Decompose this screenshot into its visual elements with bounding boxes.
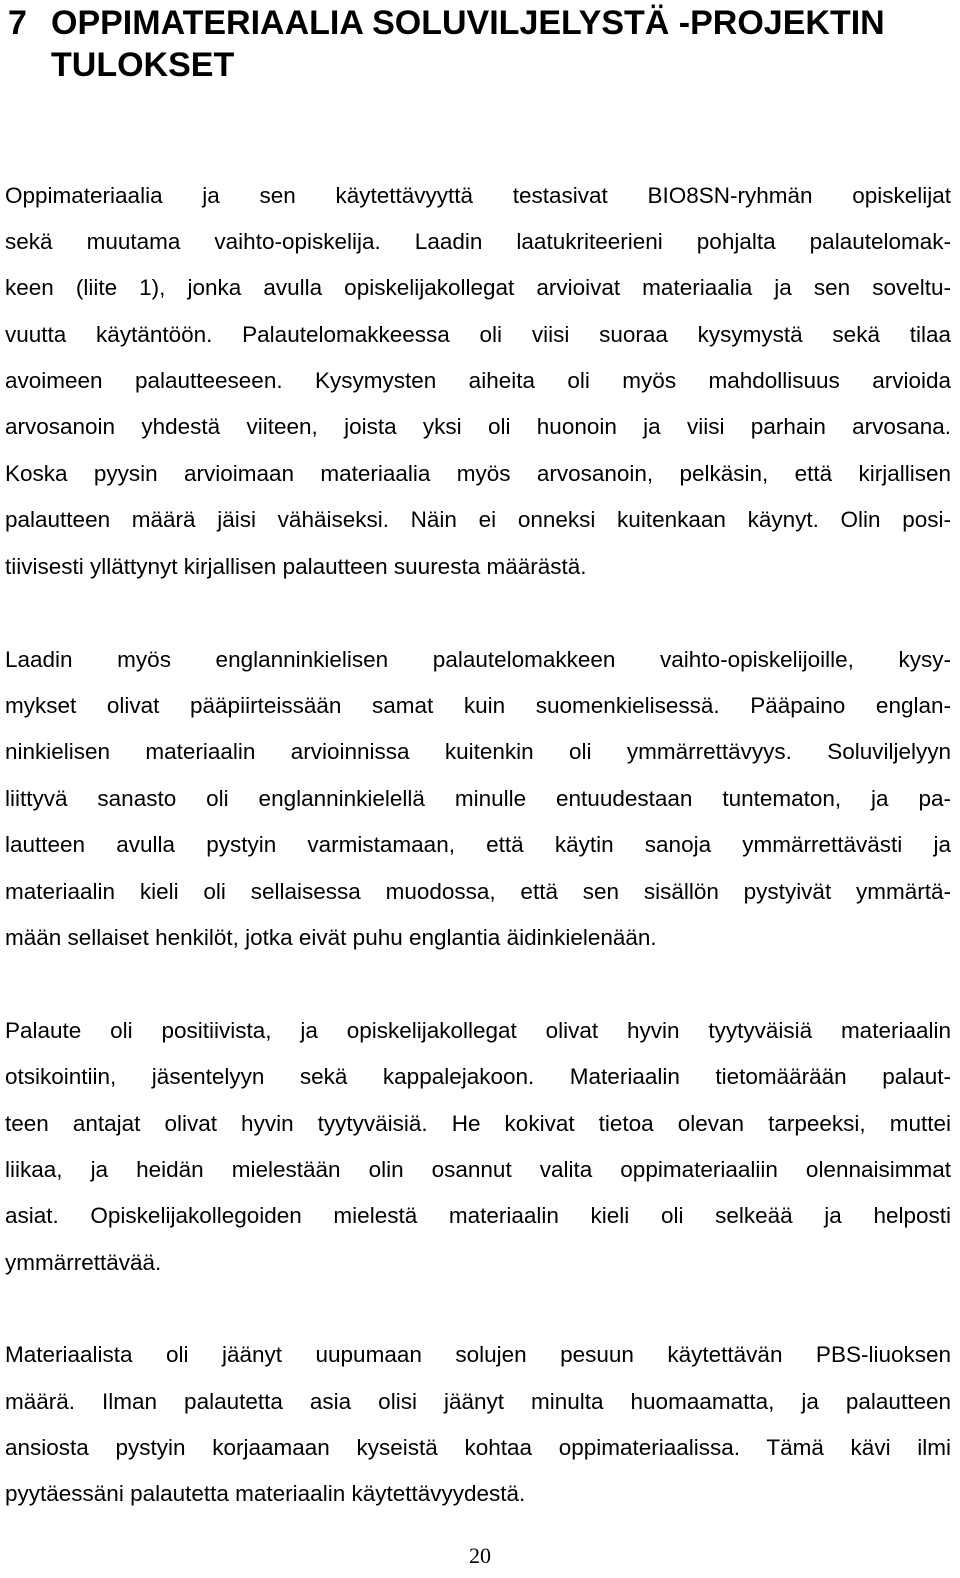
paragraph-line: vuutta käytäntöön. Palautelomakkeessa oli viisi suoraa kysymystä sekä tilaa (5, 322, 951, 347)
chapter-title: OPPIMATERIAALIA SOLUVILJELYSTÄ -PROJEKTIN TULOKSET (51, 4, 885, 84)
paragraph-line: keen (liite 1), jonka avulla opiskelijakollegat arvioivat materiaalia ja sen soveltu- (5, 275, 951, 300)
paragraph-line: ansiosta pystyin korjaamaan kyseistä kohtaa oppimateriaalissa. Tämä kävi ilmi (5, 1435, 951, 1460)
paragraph-line: liittyvä sanasto oli englanninkielellä minulle entuudestaan tuntematon, ja pa- (5, 786, 951, 811)
chapter-heading (8, 2, 948, 86)
paragraph-line: Laadin myös englanninkielisen palautelomakkeen vaihto-opiskelijoille, kysy- (5, 647, 951, 672)
paragraph-line: mykset olivat pääpiirteissään samat kuin suomenkielisessä. Pääpaino englan- (5, 693, 951, 718)
paragraph-line: Oppimateriaalia ja sen käytettävyyttä testasivat BIO8SN-ryhmän opiskelijat (5, 183, 951, 208)
paragraph-line: lautteen avulla pystyin varmistamaan, että käytin sanoja ymmärrettävästi ja (5, 832, 951, 857)
paragraph-line: teen antajat olivat hyvin tyytyväisiä. He kokivat tietoa olevan tarpeeksi, muttei (5, 1111, 951, 1136)
paragraph-line: sekä muutama vaihto-opiskelija. Laadin laatukriteerieni pohjalta palautelomak- (5, 229, 951, 254)
chapter-number: 7 (8, 4, 27, 42)
paragraph-line: mään sellaiset henkilöt, jotka eivät puhu englantia äidinkielenään. (5, 925, 657, 950)
paragraph-line: pyytäessäni palautetta materiaalin käytettävyydestä. (5, 1481, 526, 1506)
paragraph-line: ymmärrettävää. (5, 1250, 162, 1275)
paragraph-line: liikaa, ja heidän mielestään olin osannut valita oppimateriaaliin olennaisimmat (5, 1157, 951, 1182)
paragraph-line: otsikointiin, jäsentelyyn sekä kappalejakoon. Materiaalin tietomäärään palaut- (5, 1064, 951, 1089)
paragraph-line: Materiaalista oli jäänyt uupumaan solujen pesuun käytettävän PBS-liuoksen (5, 1342, 951, 1367)
paragraph-line: Palaute oli positiivista, ja opiskelijakollegat olivat hyvin tyytyväisiä materiaalin (5, 1018, 951, 1043)
paragraph-line: asiat. Opiskelijakollegoiden mielestä materiaalin kieli oli selkeää ja helposti (5, 1203, 951, 1228)
paragraph-line: avoimeen palautteeseen. Kysymysten aiheita oli myös mahdollisuus arvioida (5, 368, 951, 393)
paragraph-line: määrä. Ilman palautetta asia olisi jäänyt minulta huomaamatta, ja palautteen (5, 1389, 951, 1414)
paragraph-line: ninkielisen materiaalin arvioinnissa kuitenkin oli ymmärrettävyys. Soluviljelyyn (5, 739, 951, 764)
paragraph-line: materiaalin kieli oli sellaisessa muodossa, että sen sisällön pystyivät ymmärtä- (5, 879, 951, 904)
paragraph-line: Koska pyysin arvioimaan materiaalia myös arvosanoin, pelkäsin, että kirjallisen (5, 461, 951, 486)
page-number: 20 (469, 1543, 491, 1568)
paragraph-line: palautteen määrä jäisi vähäiseksi. Näin ei onneksi kuitenkaan käynyt. Olin posi- (5, 507, 951, 532)
paragraph-line: tiivisesti yllättynyt kirjallisen palautteen suuresta määrästä. (5, 554, 587, 579)
paragraph-line: arvosanoin yhdestä viiteen, joista yksi oli huonoin ja viisi parhain arvosana. (5, 414, 951, 439)
